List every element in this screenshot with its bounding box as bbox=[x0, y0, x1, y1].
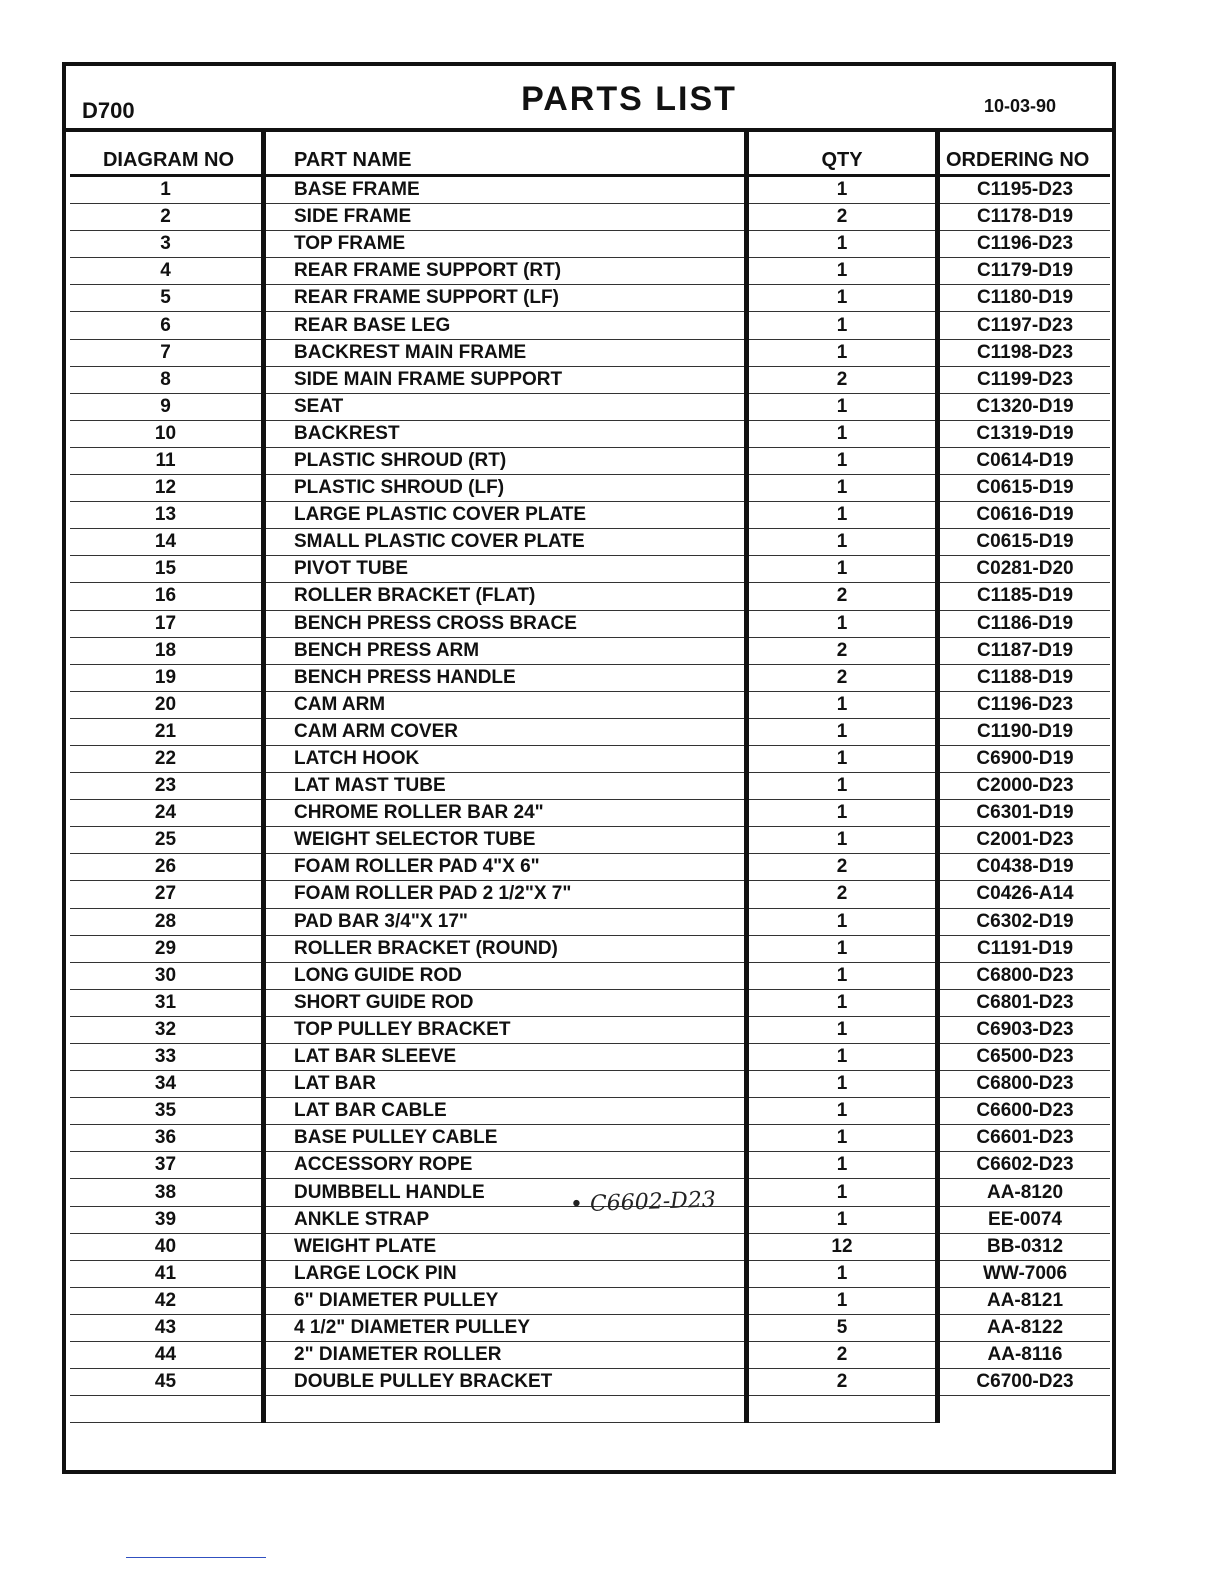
ordering-no-cell: C6800-D23 bbox=[938, 962, 1111, 989]
table-row bbox=[70, 312, 1110, 339]
table-row bbox=[70, 1016, 1110, 1043]
table-row bbox=[70, 556, 1110, 583]
table-row bbox=[70, 583, 1110, 610]
ordering-no-cell: C6801-D23 bbox=[938, 989, 1111, 1016]
diagram-no-cell: 13 bbox=[70, 502, 264, 529]
part-name-cell: BASE PULLEY CABLE bbox=[264, 1125, 747, 1152]
table-row bbox=[70, 285, 1110, 312]
part-name-cell: ROLLER BRACKET (FLAT) bbox=[264, 583, 747, 610]
table-row bbox=[70, 800, 1110, 827]
qty-cell: 1 bbox=[747, 989, 938, 1016]
ordering-no-cell: C6301-D19 bbox=[938, 800, 1111, 827]
part-name-cell: DOUBLE PULLEY BRACKET bbox=[264, 1369, 747, 1396]
qty-cell: 1 bbox=[747, 475, 938, 502]
ordering-no-cell: C6600-D23 bbox=[938, 1098, 1111, 1125]
column-header-diagram-no: DIAGRAM NO bbox=[70, 132, 264, 176]
table-row bbox=[70, 393, 1110, 420]
table-row bbox=[70, 881, 1110, 908]
part-name-cell: LATCH HOOK bbox=[264, 745, 747, 772]
diagram-no-cell: 42 bbox=[70, 1287, 264, 1314]
part-name-cell: 2" DIAMETER ROLLER bbox=[264, 1342, 747, 1369]
column-header-part-name: PART NAME bbox=[264, 132, 747, 176]
ordering-no-cell: C6903-D23 bbox=[938, 1016, 1111, 1043]
table-row bbox=[70, 908, 1110, 935]
diagram-no-cell: 23 bbox=[70, 773, 264, 800]
part-name-cell: 6" DIAMETER PULLEY bbox=[264, 1287, 747, 1314]
table-row bbox=[70, 1071, 1110, 1098]
table-row bbox=[70, 773, 1110, 800]
part-name-cell: SEAT bbox=[264, 393, 747, 420]
ordering-no-cell: C6900-D19 bbox=[938, 745, 1111, 772]
diagram-no-cell: 4 bbox=[70, 258, 264, 285]
diagram-no-cell: 17 bbox=[70, 610, 264, 637]
part-name-cell: BACKREST MAIN FRAME bbox=[264, 339, 747, 366]
part-name-cell: CHROME ROLLER BAR 24" bbox=[264, 800, 747, 827]
ordering-no-cell: C0438-D19 bbox=[938, 854, 1111, 881]
qty-cell: 1 bbox=[747, 176, 938, 204]
ordering-no-cell: C2000-D23 bbox=[938, 773, 1111, 800]
part-name-cell: BACKREST bbox=[264, 420, 747, 447]
diagram-no-cell: 40 bbox=[70, 1233, 264, 1260]
ordering-no-cell: AA-8120 bbox=[938, 1179, 1111, 1206]
qty-cell: 1 bbox=[747, 339, 938, 366]
diagram-no-cell: 37 bbox=[70, 1152, 264, 1179]
ordering-no-cell: C1179-D19 bbox=[938, 258, 1111, 285]
qty-cell: 2 bbox=[747, 366, 938, 393]
diagram-no-cell: 22 bbox=[70, 745, 264, 772]
ordering-no-cell: C6602-D23 bbox=[938, 1152, 1111, 1179]
qty-cell: 1 bbox=[747, 1044, 938, 1071]
qty-cell: 1 bbox=[747, 610, 938, 637]
ordering-no-cell: C1187-D19 bbox=[938, 637, 1111, 664]
diagram-no-cell: 35 bbox=[70, 1098, 264, 1125]
part-name-cell: PLASTIC SHROUD (LF) bbox=[264, 475, 747, 502]
table-row bbox=[70, 1342, 1110, 1369]
diagram-no-cell: 24 bbox=[70, 800, 264, 827]
table-row bbox=[70, 447, 1110, 474]
diagram-no-cell: 14 bbox=[70, 529, 264, 556]
qty-cell: 1 bbox=[747, 285, 938, 312]
qty-cell: 1 bbox=[747, 312, 938, 339]
ordering-no-cell: C0426-A14 bbox=[938, 881, 1111, 908]
table-header-row bbox=[70, 132, 1110, 176]
qty-cell: 2 bbox=[747, 637, 938, 664]
ordering-no-cell: BB-0312 bbox=[938, 1233, 1111, 1260]
diagram-no-cell: 32 bbox=[70, 1016, 264, 1043]
qty-cell: 1 bbox=[747, 258, 938, 285]
diagram-no-cell: 15 bbox=[70, 556, 264, 583]
ordering-no-cell: C6601-D23 bbox=[938, 1125, 1111, 1152]
table-row bbox=[70, 664, 1110, 691]
qty-cell: 1 bbox=[747, 502, 938, 529]
part-name-cell: WEIGHT PLATE bbox=[264, 1233, 747, 1260]
table-row bbox=[70, 691, 1110, 718]
empty-cell bbox=[70, 1396, 264, 1423]
diagram-no-cell: 9 bbox=[70, 393, 264, 420]
qty-cell: 1 bbox=[747, 1071, 938, 1098]
empty-cell bbox=[264, 1396, 747, 1423]
qty-cell: 1 bbox=[747, 691, 938, 718]
part-name-cell: LARGE PLASTIC COVER PLATE bbox=[264, 502, 747, 529]
part-name-cell: WEIGHT SELECTOR TUBE bbox=[264, 827, 747, 854]
qty-cell: 1 bbox=[747, 1098, 938, 1125]
diagram-no-cell: 29 bbox=[70, 935, 264, 962]
diagram-no-cell: 44 bbox=[70, 1342, 264, 1369]
part-name-cell: SIDE MAIN FRAME SUPPORT bbox=[264, 366, 747, 393]
ordering-no-cell: C0616-D19 bbox=[938, 502, 1111, 529]
table-row bbox=[70, 1314, 1110, 1341]
diagram-no-cell: 34 bbox=[70, 1071, 264, 1098]
part-name-cell: REAR FRAME SUPPORT (LF) bbox=[264, 285, 747, 312]
part-name-cell: TOP FRAME bbox=[264, 231, 747, 258]
qty-cell: 2 bbox=[747, 1342, 938, 1369]
table-row bbox=[70, 258, 1110, 285]
diagram-no-cell: 18 bbox=[70, 637, 264, 664]
document-date: 10-03-90 bbox=[983, 96, 1056, 116]
ordering-no-cell: AA-8122 bbox=[938, 1314, 1111, 1341]
qty-cell: 2 bbox=[747, 854, 938, 881]
part-name-cell: CAM ARM bbox=[264, 691, 747, 718]
table-row bbox=[70, 339, 1110, 366]
qty-cell: 1 bbox=[747, 827, 938, 854]
part-name-cell: LAT BAR CABLE bbox=[264, 1098, 747, 1125]
part-name-cell: BENCH PRESS ARM bbox=[264, 637, 747, 664]
table-row bbox=[70, 745, 1110, 772]
table-row bbox=[70, 827, 1110, 854]
qty-cell: 1 bbox=[747, 962, 938, 989]
part-name-cell: LAT BAR bbox=[264, 1071, 747, 1098]
part-name-cell: PLASTIC SHROUD (RT) bbox=[264, 447, 747, 474]
qty-cell: 2 bbox=[747, 664, 938, 691]
diagram-no-cell: 6 bbox=[70, 312, 264, 339]
diagram-no-cell: 27 bbox=[70, 881, 264, 908]
ordering-no-cell: C1191-D19 bbox=[938, 935, 1111, 962]
part-name-cell: LONG GUIDE ROD bbox=[264, 962, 747, 989]
diagram-no-cell: 16 bbox=[70, 583, 264, 610]
ordering-no-cell: EE-0074 bbox=[938, 1206, 1111, 1233]
table-row bbox=[70, 420, 1110, 447]
qty-cell: 1 bbox=[747, 1287, 938, 1314]
part-name-cell: SMALL PLASTIC COVER PLATE bbox=[264, 529, 747, 556]
table-row bbox=[70, 475, 1110, 502]
part-name-cell: SHORT GUIDE ROD bbox=[264, 989, 747, 1016]
table-row bbox=[70, 1287, 1110, 1314]
ordering-no-cell: C6700-D23 bbox=[938, 1369, 1111, 1396]
part-name-cell: TOP PULLEY BRACKET bbox=[264, 1016, 747, 1043]
part-name-cell: ANKLE STRAP bbox=[264, 1206, 747, 1233]
diagram-no-cell: 43 bbox=[70, 1314, 264, 1341]
qty-cell: 1 bbox=[747, 1152, 938, 1179]
part-name-cell: PIVOT TUBE bbox=[264, 556, 747, 583]
table-row bbox=[70, 1152, 1110, 1179]
ordering-no-cell: C1199-D23 bbox=[938, 366, 1111, 393]
diagram-no-cell: 39 bbox=[70, 1206, 264, 1233]
part-name-cell: BASE FRAME bbox=[264, 176, 747, 204]
ordering-no-cell: C1320-D19 bbox=[938, 393, 1111, 420]
qty-cell: 1 bbox=[747, 718, 938, 745]
qty-cell: 1 bbox=[747, 1125, 938, 1152]
diagram-no-cell: 2 bbox=[70, 204, 264, 231]
part-name-cell: LAT MAST TUBE bbox=[264, 773, 747, 800]
diagram-no-cell: 41 bbox=[70, 1260, 264, 1287]
diagram-no-cell: 12 bbox=[70, 475, 264, 502]
qty-cell: 1 bbox=[747, 935, 938, 962]
diagram-no-cell: 45 bbox=[70, 1369, 264, 1396]
diagram-no-cell: 20 bbox=[70, 691, 264, 718]
qty-cell: 1 bbox=[747, 420, 938, 447]
ordering-no-cell: C1196-D23 bbox=[938, 691, 1111, 718]
ordering-no-cell: AA-8116 bbox=[938, 1342, 1111, 1369]
qty-cell: 1 bbox=[747, 447, 938, 474]
table-row bbox=[70, 962, 1110, 989]
diagram-no-cell: 21 bbox=[70, 718, 264, 745]
table-row bbox=[70, 1260, 1110, 1287]
empty-row bbox=[70, 1396, 1110, 1423]
part-name-cell: CAM ARM COVER bbox=[264, 718, 747, 745]
parts-table bbox=[70, 132, 1110, 1423]
qty-cell: 1 bbox=[747, 745, 938, 772]
ordering-no-cell: C0614-D19 bbox=[938, 447, 1111, 474]
qty-cell: 1 bbox=[747, 556, 938, 583]
part-name-cell: DUMBBELL HANDLE bbox=[264, 1179, 747, 1206]
ordering-no-cell: C0615-D19 bbox=[938, 529, 1111, 556]
ordering-no-cell: C1196-D23 bbox=[938, 231, 1111, 258]
ordering-no-cell: WW-7006 bbox=[938, 1260, 1111, 1287]
ordering-no-cell: C1198-D23 bbox=[938, 339, 1111, 366]
page-title: PARTS LIST bbox=[521, 80, 737, 118]
diagram-no-cell: 38 bbox=[70, 1179, 264, 1206]
part-name-cell: LAT BAR SLEEVE bbox=[264, 1044, 747, 1071]
diagram-no-cell: 1 bbox=[70, 176, 264, 204]
model-number: D700 bbox=[82, 98, 135, 123]
part-name-cell: PAD BAR 3/4"X 17" bbox=[264, 908, 747, 935]
document-header bbox=[66, 66, 1112, 132]
diagram-no-cell: 31 bbox=[70, 989, 264, 1016]
diagram-no-cell: 3 bbox=[70, 231, 264, 258]
table-row bbox=[70, 1125, 1110, 1152]
part-name-cell: 4 1/2" DIAMETER PULLEY bbox=[264, 1314, 747, 1341]
handwritten-note: • C6602-D23 bbox=[569, 1187, 717, 1218]
ordering-no-cell: C6800-D23 bbox=[938, 1071, 1111, 1098]
table-row bbox=[70, 1369, 1110, 1396]
ordering-no-cell: C1190-D19 bbox=[938, 718, 1111, 745]
qty-cell: 5 bbox=[747, 1314, 938, 1341]
diagram-no-cell: 30 bbox=[70, 962, 264, 989]
qty-cell: 2 bbox=[747, 204, 938, 231]
ordering-no-cell: C6500-D23 bbox=[938, 1044, 1111, 1071]
ordering-no-cell: C0281-D20 bbox=[938, 556, 1111, 583]
part-name-cell: FOAM ROLLER PAD 2 1/2"X 7" bbox=[264, 881, 747, 908]
ordering-no-cell: C6302-D19 bbox=[938, 908, 1111, 935]
part-name-cell: BENCH PRESS HANDLE bbox=[264, 664, 747, 691]
part-name-cell: LARGE LOCK PIN bbox=[264, 1260, 747, 1287]
ordering-no-cell: C1195-D23 bbox=[938, 176, 1111, 204]
ordering-no-cell: C0615-D19 bbox=[938, 475, 1111, 502]
parts-list-frame bbox=[62, 62, 1116, 1474]
underline-mark bbox=[126, 1557, 266, 1558]
qty-cell: 2 bbox=[747, 1369, 938, 1396]
empty-cell bbox=[938, 1396, 1111, 1423]
qty-cell: 1 bbox=[747, 773, 938, 800]
ordering-no-cell: AA-8121 bbox=[938, 1287, 1111, 1314]
qty-cell: 1 bbox=[747, 1206, 938, 1233]
empty-cell bbox=[747, 1396, 938, 1423]
ordering-no-cell: C1178-D19 bbox=[938, 204, 1111, 231]
qty-cell: 1 bbox=[747, 393, 938, 420]
qty-cell: 1 bbox=[747, 1260, 938, 1287]
part-name-cell: FOAM ROLLER PAD 4"X 6" bbox=[264, 854, 747, 881]
table-row bbox=[70, 176, 1110, 204]
table-row bbox=[70, 231, 1110, 258]
diagram-no-cell: 28 bbox=[70, 908, 264, 935]
ordering-no-cell: C1319-D19 bbox=[938, 420, 1111, 447]
part-name-cell: ACCESSORY ROPE bbox=[264, 1152, 747, 1179]
qty-cell: 1 bbox=[747, 1016, 938, 1043]
diagram-no-cell: 19 bbox=[70, 664, 264, 691]
table-row bbox=[70, 1044, 1110, 1071]
table-row bbox=[70, 718, 1110, 745]
qty-cell: 1 bbox=[747, 800, 938, 827]
diagram-no-cell: 7 bbox=[70, 339, 264, 366]
qty-cell: 1 bbox=[747, 1179, 938, 1206]
table-row bbox=[70, 854, 1110, 881]
part-name-cell: REAR FRAME SUPPORT (RT) bbox=[264, 258, 747, 285]
ordering-no-cell: C1197-D23 bbox=[938, 312, 1111, 339]
column-header-ordering-no: ORDERING NO bbox=[938, 132, 1111, 176]
ordering-no-cell: C1185-D19 bbox=[938, 583, 1111, 610]
qty-cell: 12 bbox=[747, 1233, 938, 1260]
part-name-cell: ROLLER BRACKET (ROUND) bbox=[264, 935, 747, 962]
table-row bbox=[70, 610, 1110, 637]
ordering-no-cell: C1180-D19 bbox=[938, 285, 1111, 312]
ordering-no-cell: C1186-D19 bbox=[938, 610, 1111, 637]
diagram-no-cell: 33 bbox=[70, 1044, 264, 1071]
diagram-no-cell: 26 bbox=[70, 854, 264, 881]
table-row bbox=[70, 989, 1110, 1016]
part-name-cell: REAR BASE LEG bbox=[264, 312, 747, 339]
table-row bbox=[70, 366, 1110, 393]
table-row bbox=[70, 1098, 1110, 1125]
table-row bbox=[70, 637, 1110, 664]
qty-cell: 1 bbox=[747, 529, 938, 556]
qty-cell: 1 bbox=[747, 231, 938, 258]
ordering-no-cell: C1188-D19 bbox=[938, 664, 1111, 691]
qty-cell: 1 bbox=[747, 908, 938, 935]
part-name-cell: BENCH PRESS CROSS BRACE bbox=[264, 610, 747, 637]
table-row bbox=[70, 502, 1110, 529]
table-row bbox=[70, 1233, 1110, 1260]
diagram-no-cell: 36 bbox=[70, 1125, 264, 1152]
table-row bbox=[70, 935, 1110, 962]
diagram-no-cell: 5 bbox=[70, 285, 264, 312]
diagram-no-cell: 25 bbox=[70, 827, 264, 854]
diagram-no-cell: 11 bbox=[70, 447, 264, 474]
qty-cell: 2 bbox=[747, 881, 938, 908]
qty-cell: 2 bbox=[747, 583, 938, 610]
diagram-no-cell: 10 bbox=[70, 420, 264, 447]
ordering-no-cell: C2001-D23 bbox=[938, 827, 1111, 854]
diagram-no-cell: 8 bbox=[70, 366, 264, 393]
table-row bbox=[70, 529, 1110, 556]
part-name-cell: SIDE FRAME bbox=[264, 204, 747, 231]
column-header-qty: QTY bbox=[747, 132, 938, 176]
table-row bbox=[70, 204, 1110, 231]
